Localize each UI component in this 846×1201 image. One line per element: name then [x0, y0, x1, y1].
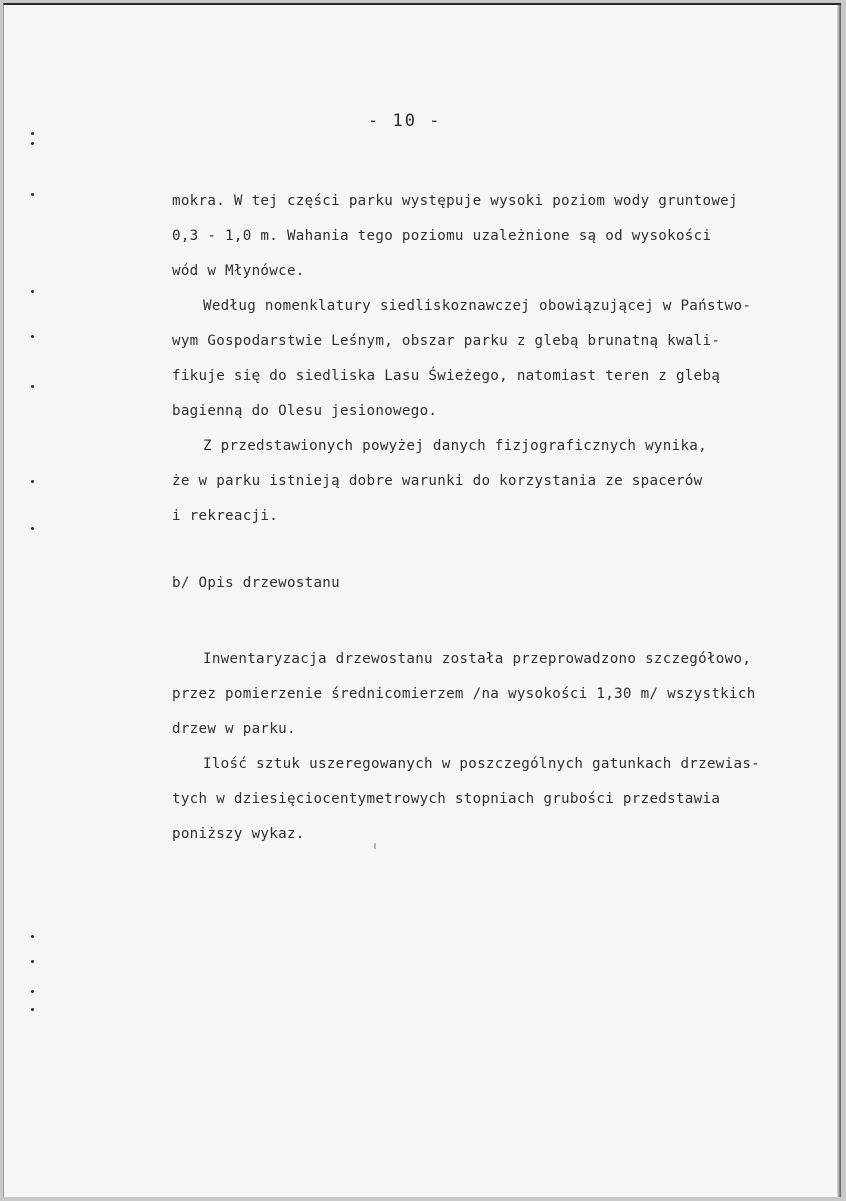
text-line: poniższy wykaz.: [172, 826, 305, 842]
text-line: Ilość sztuk uszeregowanych w poszczególnych gatunkach drzewias-: [203, 756, 761, 772]
section-heading: b/ Opis drzewostanu: [172, 575, 340, 591]
margin-dot: [31, 935, 34, 938]
page-edge: [837, 5, 841, 1197]
text-line: Z przedstawionych powyżej danych fizjograficznych wynika,: [203, 438, 707, 454]
text-line: fikuje się do siedliska Lasu Świeżego, natomiast teren z glebą: [172, 368, 721, 384]
text-line: i rekreacji.: [172, 508, 279, 524]
margin-dot: [31, 132, 34, 135]
text-line: Według nomenklatury siedliskoznawczej obowiązującej w Państwo-: [203, 298, 752, 314]
text-line: tych w dziesięciocentymetrowych stopniach grubości przedstawia: [172, 791, 721, 807]
margin-dot: [31, 1008, 34, 1011]
document-page: [3, 3, 841, 1197]
page-number: - 10 -: [368, 111, 442, 131]
paper-speck: [374, 843, 376, 849]
margin-dot: [31, 335, 34, 338]
text-line: Inwentaryzacja drzewostanu została przeprowadzono szczegółowo,: [203, 651, 752, 667]
margin-dot: [31, 527, 34, 530]
margin-dot: [31, 990, 34, 993]
text-line: bagienną do Olesu jesionowego.: [172, 403, 438, 419]
text-line: że w parku istnieją dobre warunki do korzystania ze spacerów: [172, 473, 703, 489]
margin-dot: [31, 290, 34, 293]
margin-dot: [31, 960, 34, 963]
text-line: wym Gospodarstwie Leśnym, obszar parku z glebą brunatną kwali-: [172, 333, 721, 349]
text-line: drzew w parku.: [172, 721, 296, 737]
margin-dot: [31, 480, 34, 483]
text-line: mokra. W tej części parku występuje wysoki poziom wody gruntowej: [172, 193, 738, 209]
text-line: przez pomierzenie średnicomierzem /na wysokości 1,30 m/ wszystkich: [172, 686, 756, 702]
text-line: 0,3 - 1,0 m. Wahania tego poziomu uzależnione są od wysokości: [172, 228, 712, 244]
margin-dot: [31, 385, 34, 388]
text-line: wód w Młynówce.: [172, 263, 305, 279]
margin-dot: [31, 193, 34, 196]
margin-dot: [31, 142, 34, 145]
